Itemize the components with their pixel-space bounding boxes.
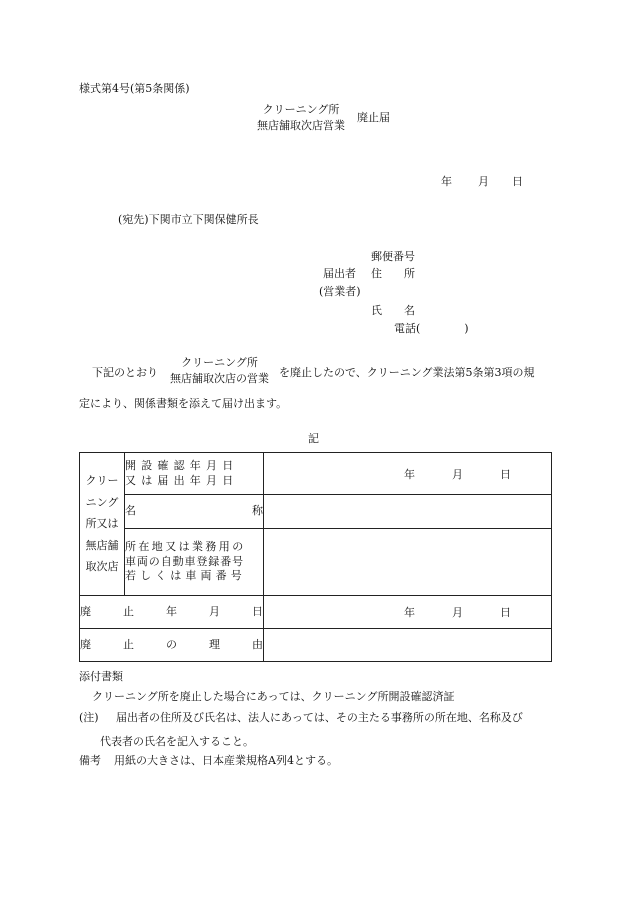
table-row [80, 629, 552, 662]
label-line: 開設確認年月日 [125, 458, 239, 472]
note-label: (注) [79, 711, 99, 724]
ki-heading: 記 [308, 432, 319, 445]
form-number: 様式第4号(第5条関係) [79, 82, 190, 95]
opening-date-value[interactable]: 年 月 日 [264, 453, 552, 495]
name-label: 氏 名 [371, 304, 415, 317]
note-line-2: 代表者の氏名を記入すること。 [100, 735, 254, 748]
note-line-1: 届出者の住所及び氏名は、法人にあっては、その主たる事務所の所在地、名称及び [116, 711, 523, 724]
label-line: 又は届出年月日 [125, 473, 239, 487]
body-stack-1: クリーニング所 [181, 356, 258, 369]
notifier-label: 届出者 [323, 267, 356, 280]
title-line-2: 無店舗取次店営業 [257, 119, 345, 132]
closure-date-value[interactable]: 年 月 日 [264, 596, 552, 629]
name-field-label: 名 称 [125, 495, 264, 529]
table-row [80, 453, 552, 495]
remarks-text: 用紙の大きさは、日本産業規格A列4とする。 [114, 754, 338, 767]
closure-reason-value[interactable] [264, 629, 552, 662]
date-day: 日 [512, 175, 523, 188]
body-stack-2: 無店舗取次店の営業 [170, 372, 269, 385]
phone-label: 電話( ) [394, 322, 469, 335]
attachments-item: クリーニング所を廃止した場合にあっては、クリーニング所開設確認済証 [92, 690, 455, 703]
remarks-label: 備考 [79, 754, 101, 767]
location-value[interactable] [264, 529, 552, 596]
body-prefix: 下記のとおり [92, 366, 158, 379]
body-suffix: を廃止したので、クリーニング業法第5条第3項の規 [279, 366, 535, 379]
operator-label: (営業者) [319, 285, 361, 298]
date-year: 年 [441, 175, 452, 188]
title-suffix: 廃止届 [357, 111, 390, 124]
table-row [80, 495, 552, 529]
body-line-2: 定により、関係書類を添えて届け出ます。 [79, 397, 288, 410]
closure-date-label: 廃 止 年 月 日 [80, 596, 264, 629]
date-month: 月 [478, 175, 489, 188]
attachments-title: 添付書類 [79, 670, 123, 683]
closure-reason-label: 廃 止 の 理 由 [80, 629, 264, 662]
closure-form-table [79, 452, 552, 662]
table-row [80, 596, 552, 629]
group-header: クリー ニング 所又は 無店舗 取次店 [80, 453, 125, 596]
postal-code-label: 郵便番号 [371, 250, 415, 263]
opening-date-label [125, 453, 264, 495]
addressee: (宛先)下関市立下関保健所長 [118, 213, 259, 226]
address-label: 住 所 [371, 267, 415, 280]
location-label: 所在地又は業務用の 車両の自動車登録番号 若しくは車両番号 [125, 529, 264, 596]
name-value[interactable] [264, 495, 552, 529]
table-row [80, 529, 552, 596]
title-line-1: クリーニング所 [262, 103, 340, 116]
